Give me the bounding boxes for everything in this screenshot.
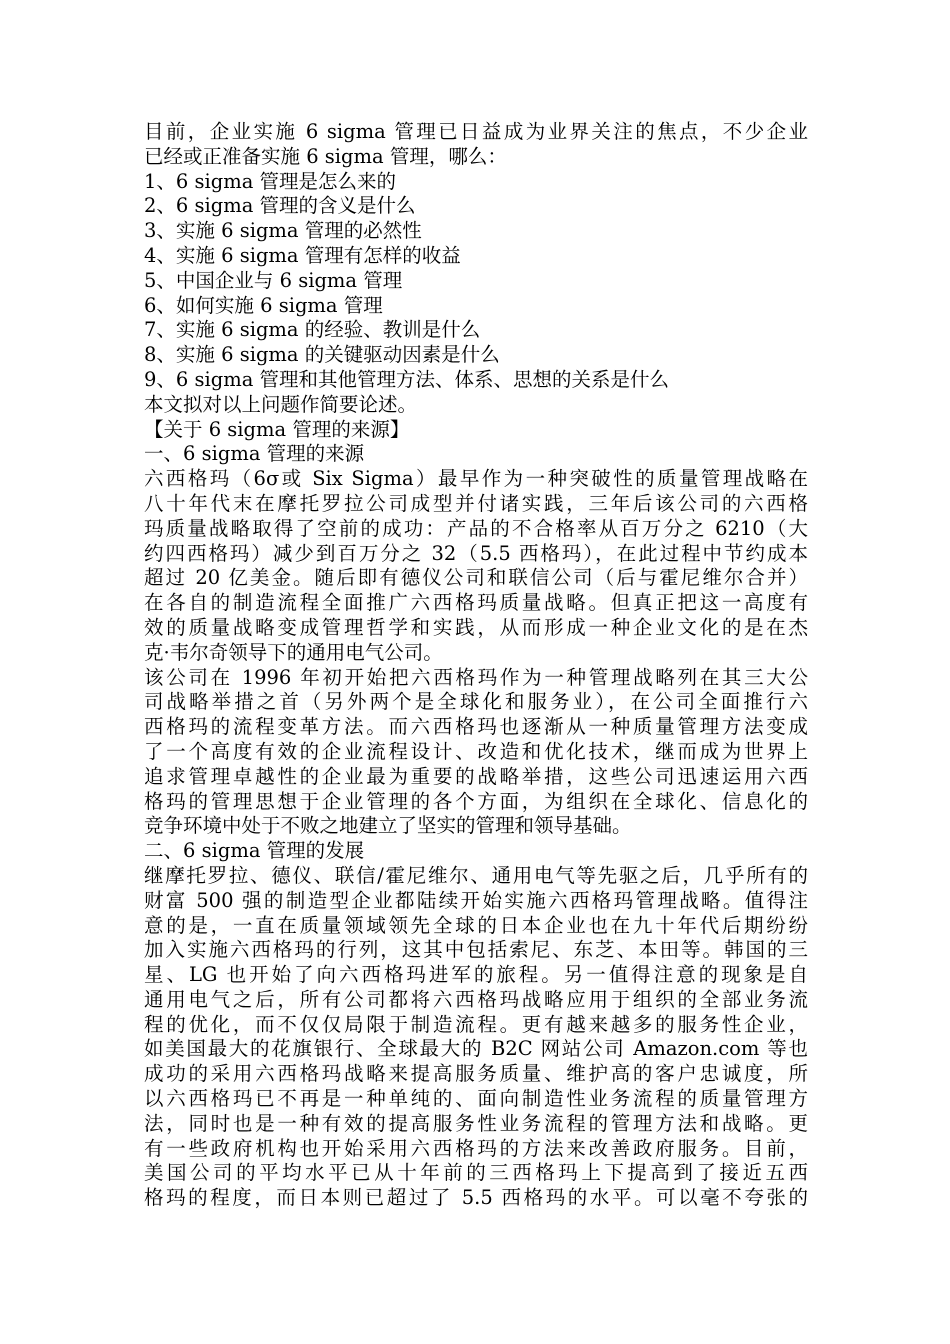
text-line: 成功的采用六西格玛战略来提高服务质量、维护高的客户忠诚度，所: [144, 1062, 808, 1086]
text-line: 二、6 sigma 管理的发展: [144, 839, 365, 863]
text-line: 目前，企业实施 6 sigma 管理已日益成为业界关注的焦点，不少企业: [144, 120, 808, 143]
text-line: 3、实施 6 sigma 管理的必然性: [144, 219, 422, 243]
text-line: 5、中国企业与 6 sigma 管理: [144, 268, 403, 292]
text-line: 了一个高度有效的企业流程设计、改造和优化技术，继而成为世界上: [144, 739, 808, 763]
text-line: 司战略举措之首（另外两个是全球化和服务业），在公司全面推行六: [144, 690, 808, 714]
text-line: 美国公司的平均水平已从十年前的三西格玛上下提高到了接近五西: [144, 1161, 808, 1185]
text-line: 法，同时也是一种有效的提高服务性业务流程的管理方法和战略。更: [144, 1111, 808, 1135]
text-line: 2、6 sigma 管理的含义是什么: [144, 194, 416, 218]
text-line: 加入实施六西格玛的行列，这其中包括索尼、东芝、本田等。韩国的三: [144, 938, 808, 962]
text-line: 该公司在 1996 年初开始把六西格玛作为一种管理战略列在其三大公: [144, 665, 808, 689]
text-line: 本文拟对以上问题作简要论述。: [144, 392, 418, 416]
text-line: 如美国最大的花旗银行、全球最大的 B2C 网站公司 Amazon.com 等也: [144, 1037, 808, 1061]
text-line: 克·韦尔奇领导下的通用电气公司。: [144, 640, 443, 664]
document-body: [144, 120, 808, 1211]
text-line: 八十年代末在摩托罗拉公司成型并付诸实践，三年后该公司的六西格: [144, 491, 808, 515]
text-line: 意的是，一直在质量领域领先全球的日本企业也在九十年代后期纷纷: [144, 913, 808, 937]
text-line: 格玛的管理思想于企业管理的各个方面，为组织在全球化、信息化的: [144, 789, 808, 813]
text-line: 7、实施 6 sigma 的经验、教训是什么: [144, 318, 481, 342]
text-line: 格玛的程度，而日本则已超过了 5.5 西格玛的水平。可以毫不夸张的: [144, 1186, 808, 1210]
text-line: 8、实施 6 sigma 的关键驱动因素是什么: [144, 343, 500, 367]
text-line: 【关于 6 sigma 管理的来源】: [144, 417, 410, 441]
text-line: 效的质量战略变成管理哲学和实践，从而形成一种企业文化的是在杰: [144, 615, 808, 639]
text-line: 西格玛的流程变革方法。而六西格玛也逐渐从一种质量管理方法变成: [144, 715, 808, 739]
text-line: 继摩托罗拉、德仪、联信/霍尼维尔、通用电气等先驱之后，几乎所有的: [144, 863, 808, 887]
text-line: 以六西格玛已不再是一种单纯的、面向制造性业务流程的质量管理方: [144, 1087, 808, 1111]
text-line: 在各自的制造流程全面推广六西格玛质量战略。但真正把这一高度有: [144, 591, 808, 615]
text-line: 超过 20 亿美金。随后即有德仪公司和联信公司（后与霍尼维尔合并）: [144, 566, 808, 590]
text-line: 财富 500 强的制造型企业都陆续开始实施六西格玛管理战略。值得注: [144, 888, 808, 912]
text-line: 9、6 sigma 管理和其他管理方法、体系、思想的关系是什么: [144, 367, 670, 391]
text-line: 1、6 sigma 管理是怎么来的: [144, 169, 397, 193]
text-line: 竞争环境中处于不败之地建立了坚实的管理和领导基础。: [144, 814, 632, 838]
text-line: 有一些政府机构也开始采用六西格玛的方法来改善政府服务。目前，: [144, 1136, 808, 1160]
text-line: 已经或正准备实施 6 sigma 管理，哪么：: [144, 144, 507, 168]
text-line: 六西格玛（6σ或 Six Sigma）最早作为一种突破性的质量管理战略在: [144, 467, 808, 491]
text-line: 星、LG 也开始了向六西格玛进军的旅程。另一值得注意的现象是自: [144, 963, 808, 987]
text-line: 4、实施 6 sigma 管理有怎样的收益: [144, 243, 461, 267]
text-line: 6、如何实施 6 sigma 管理: [144, 293, 383, 317]
text-line: 程的优化，而不仅仅局限于制造流程。更有越来越多的服务性企业，: [144, 1012, 808, 1036]
text-line: 追求管理卓越性的企业最为重要的战略举措，这些公司迅速运用六西: [144, 764, 808, 788]
text-line: 一、6 sigma 管理的来源: [144, 442, 365, 466]
text-line: 约四西格玛）减少到百万分之 32（5.5 西格玛），在此过程中节约成本: [144, 541, 808, 565]
text-line: 通用电气之后，所有公司都将六西格玛战略应用于组织的全部业务流: [144, 987, 808, 1011]
text-line: 玛质量战略取得了空前的成功：产品的不合格率从百万分之 6210（大: [144, 516, 808, 540]
